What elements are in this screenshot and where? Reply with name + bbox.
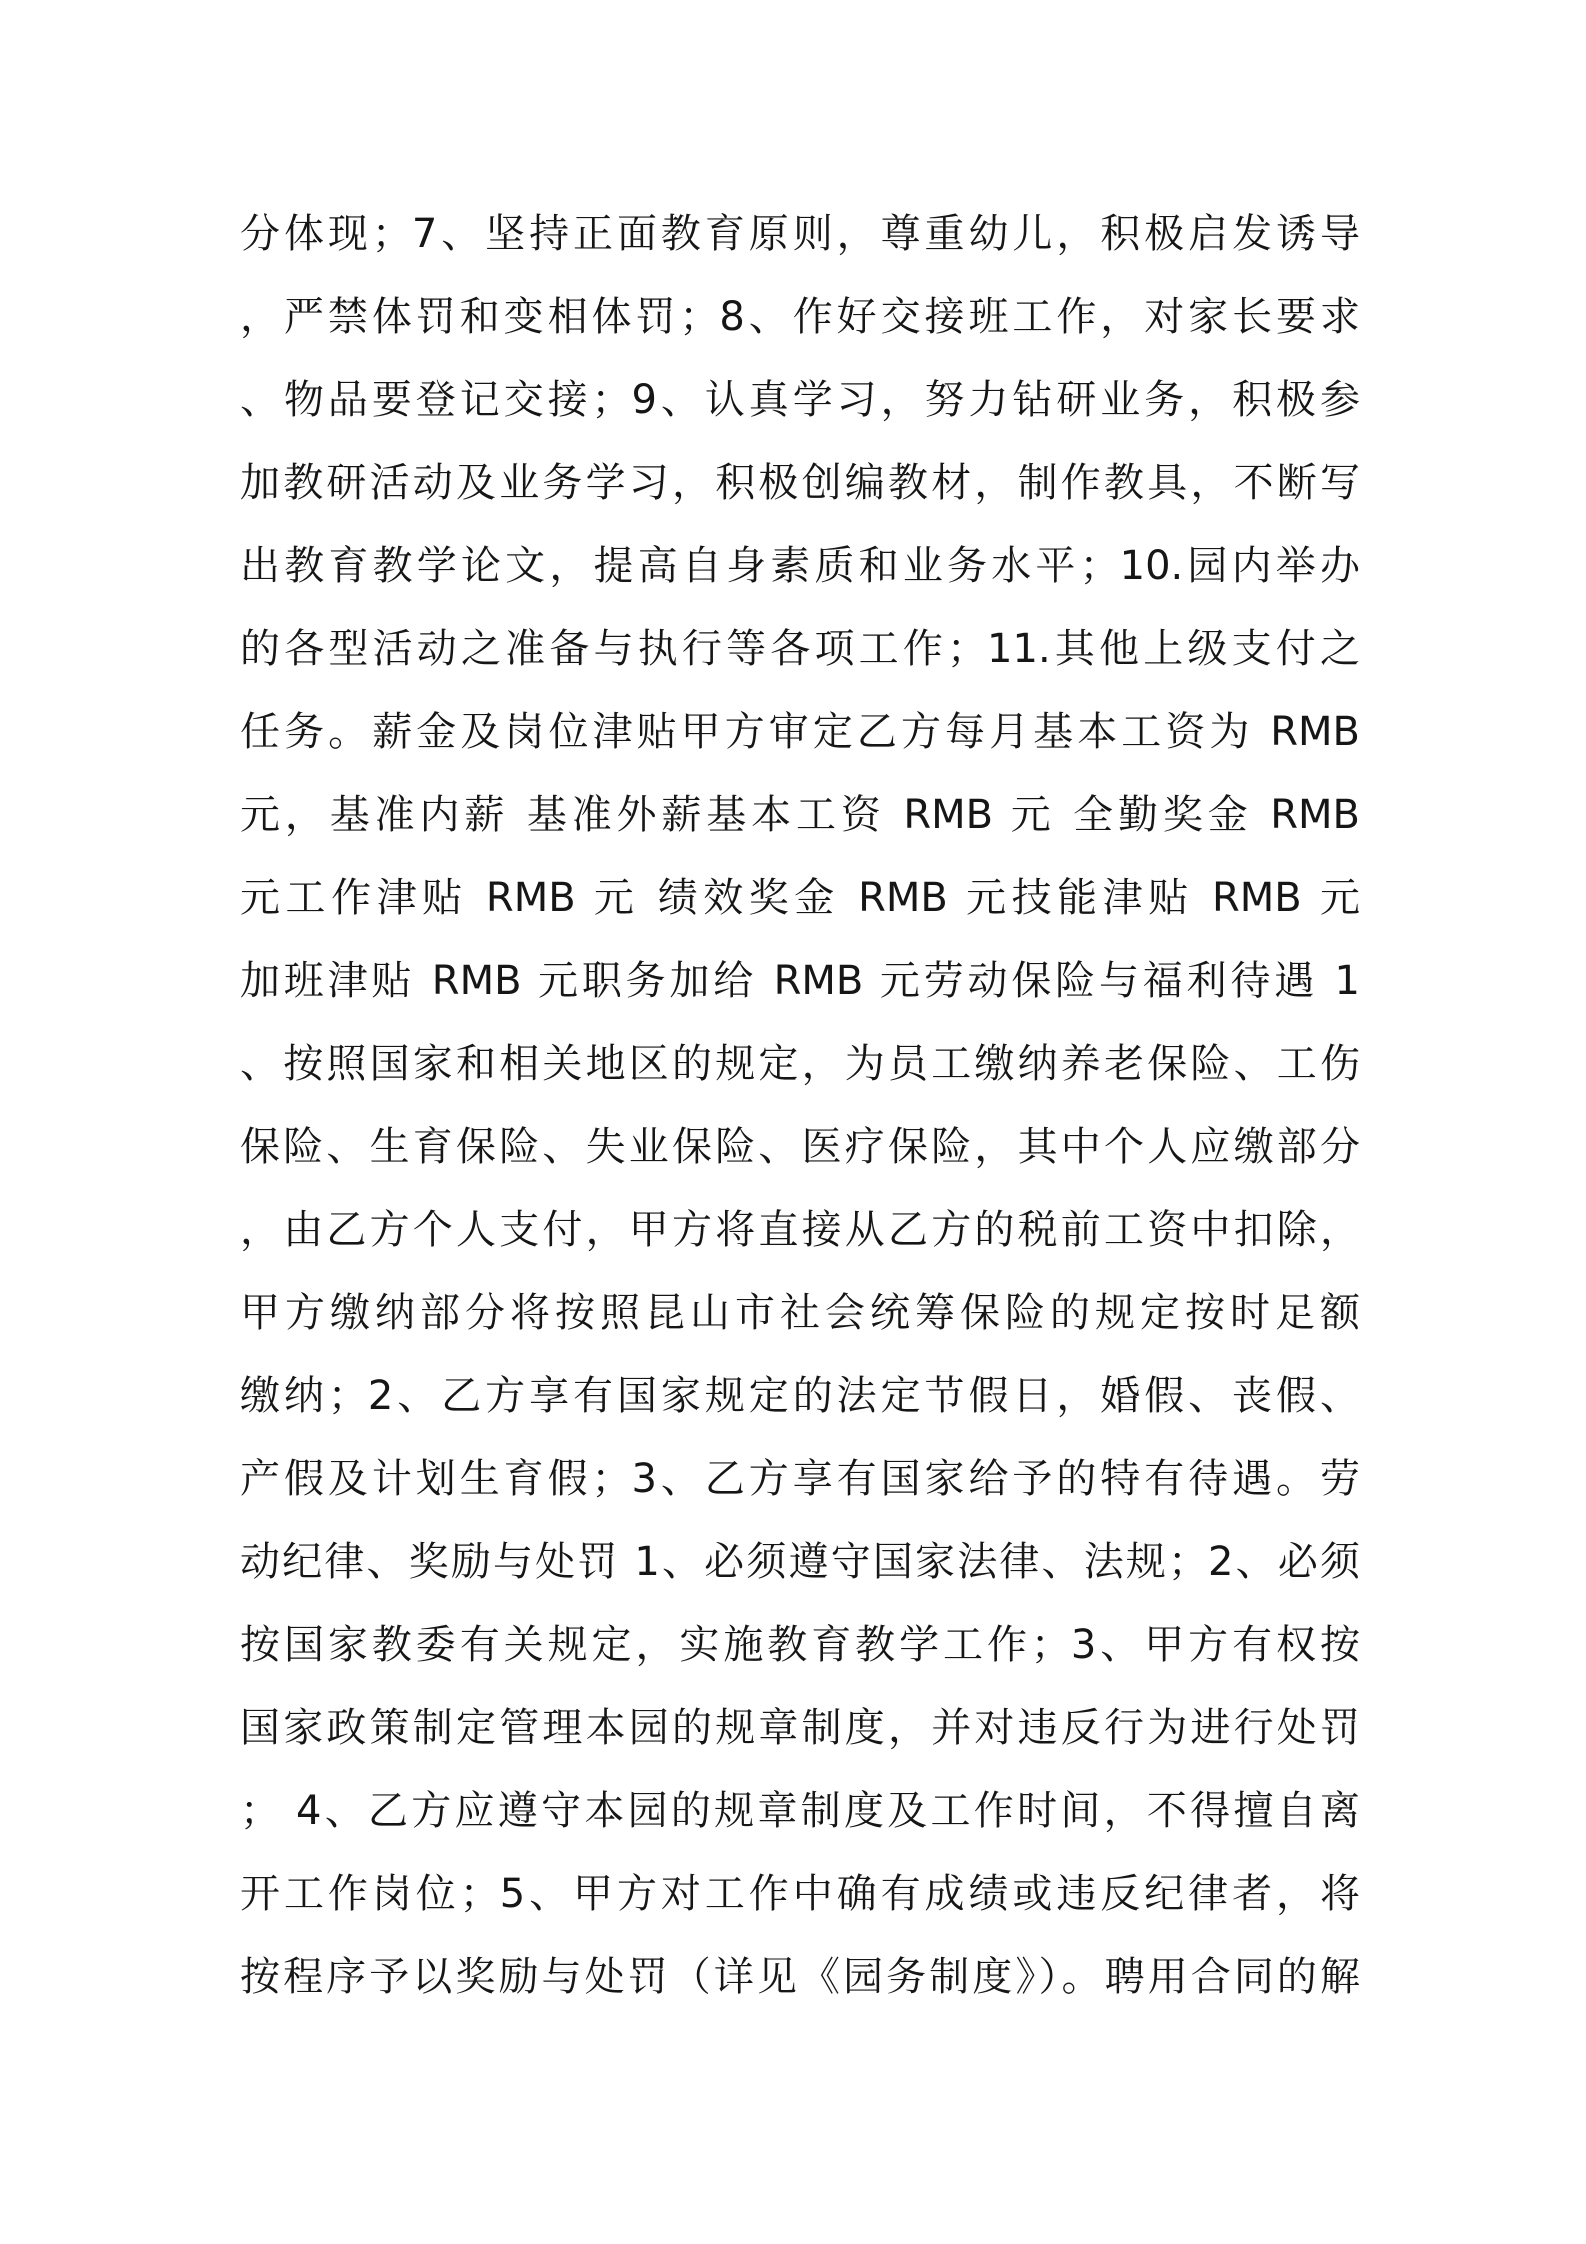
text-line: ，严禁体罚和变相体罚；8、作好交接班工作，对家长要求 — [240, 294, 1360, 340]
text-line: 产假及计划生育假；3、乙方享有国家给予的特有待遇。劳 — [240, 1456, 1360, 1502]
text-line: ，由乙方个人支付，甲方将直接从乙方的税前工资中扣除， — [240, 1207, 1360, 1253]
text-line: 甲方缴纳部分将按照昆山市社会统筹保险的规定按时足额 — [240, 1290, 1360, 1336]
text-line: 元，基准内薪 基准外薪基本工资 RMB 元 全勤奖金 RMB — [240, 792, 1360, 838]
text-line: 保险、生育保险、失业保险、医疗保险，其中个人应缴部分 — [240, 1124, 1360, 1170]
text-line: ； 4、乙方应遵守本园的规章制度及工作时间，不得擅自离 — [240, 1788, 1360, 1834]
text-line: 加教研活动及业务学习，积极创编教材，制作教具，不断写 — [240, 460, 1360, 506]
text-line: 元工作津贴 RMB 元 绩效奖金 RMB 元技能津贴 RMB 元 — [240, 875, 1360, 921]
contract-body-text — [240, 193, 1360, 2019]
text-line: 任务。薪金及岗位津贴甲方审定乙方每月基本工资为 RMB — [240, 709, 1360, 755]
text-line: 缴纳；2、乙方享有国家规定的法定节假日，婚假、丧假、 — [240, 1373, 1360, 1419]
text-line: 、按照国家和相关地区的规定，为员工缴纳养老保险、工伤 — [240, 1041, 1360, 1087]
text-line: 的各型活动之准备与执行等各项工作；11.其他上级支付之 — [240, 626, 1360, 672]
text-line: 国家政策制定管理本园的规章制度，并对违反行为进行处罚 — [240, 1705, 1360, 1751]
text-line: 、物品要登记交接；9、认真学习，努力钻研业务，积极参 — [240, 377, 1360, 423]
text-line: 动纪律、奖励与处罚 1、必须遵守国家法律、法规；2、必须 — [240, 1539, 1360, 1585]
text-line: 按国家教委有关规定，实施教育教学工作；3、甲方有权按 — [240, 1622, 1360, 1668]
text-line: 出教育教学论文，提高自身素质和业务水平；10.园内举办 — [240, 543, 1360, 589]
text-line: 分体现；7、坚持正面教育原则，尊重幼儿，积极启发诱导 — [240, 211, 1360, 257]
text-line: 开工作岗位；5、甲方对工作中确有成绩或违反纪律者，将 — [240, 1871, 1360, 1917]
text-line: 加班津贴 RMB 元职务加给 RMB 元劳动保险与福利待遇 1 — [240, 958, 1360, 1004]
text-line: 按程序予以奖励与处罚（详见《园务制度》）。聘用合同的解 — [240, 1954, 1360, 2000]
